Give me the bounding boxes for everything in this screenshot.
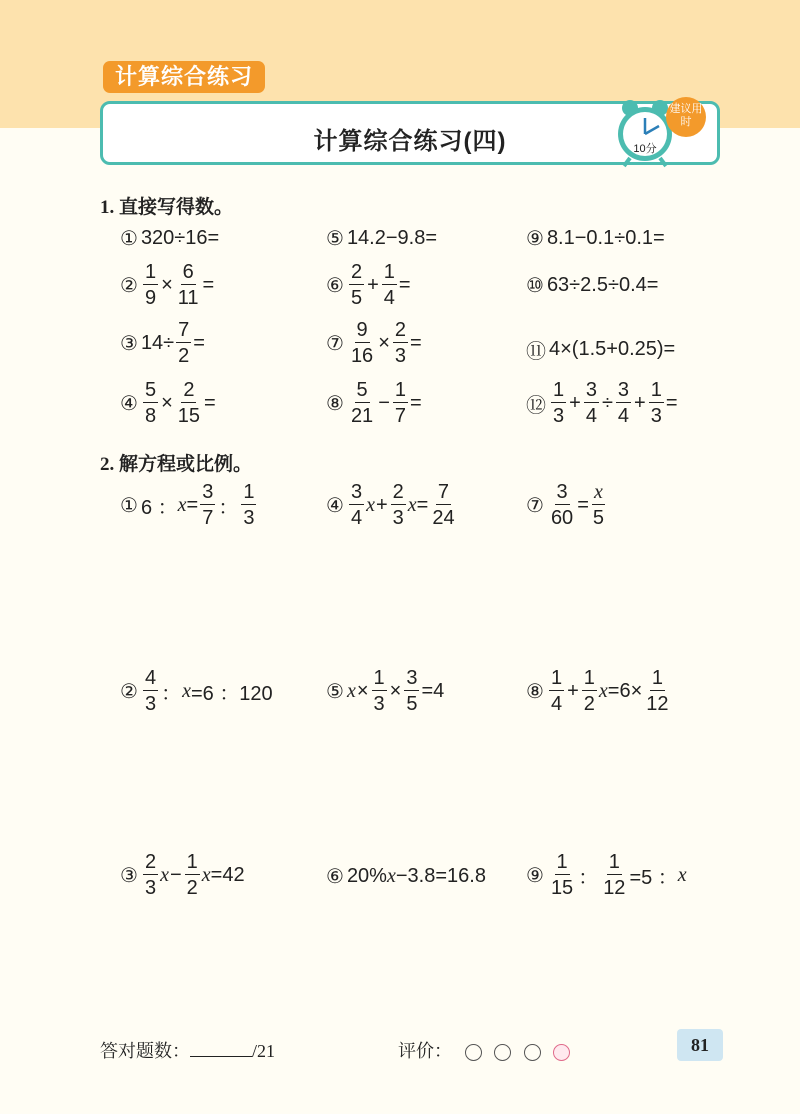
score-total: /21 [252,1041,276,1061]
numerator: x [593,481,603,503]
operator: × [378,331,390,354]
variable: x [177,493,187,516]
fraction [349,262,364,308]
item-number: ① [120,226,138,250]
q2-equation [526,852,687,898]
numerator: 3 [406,667,418,689]
denominator: 4 [617,405,630,427]
fraction [616,380,631,426]
operator: × [161,273,173,296]
equals: = [202,273,215,296]
equals: = [665,391,678,414]
denominator: 4 [585,405,597,427]
item-number: ⑤ [326,679,344,703]
face-icon[interactable] [494,1044,511,1061]
equals: = [577,493,589,516]
numerator: 1 [373,667,385,689]
fraction [393,380,408,426]
fraction [349,380,375,426]
q2-equation [326,482,459,528]
item-number: ⑪ [526,339,546,363]
denominator: 3 [144,877,157,899]
numerator: 2 [394,319,406,341]
expression: 14.2−9.8= [346,226,438,249]
numerator: 1 [243,481,255,503]
denominator: 11 [177,287,199,309]
numerator: 5 [356,379,368,401]
denominator: 2 [583,693,595,715]
expression-suffix: −3.8=16.8 [395,864,486,887]
expression-suffix: =4 [421,679,445,702]
q2-equation [120,668,273,714]
item-number: ⑤ [326,226,344,250]
q2-equation [526,482,608,528]
fraction [143,380,158,426]
fraction [430,482,456,528]
denominator: 15 [550,877,574,899]
variable: x [386,864,396,887]
denominator: 2 [186,877,198,899]
denominator: 4 [350,507,363,529]
expression-suffix: =6 ：120 [190,682,273,705]
denominator: 24 [432,507,455,529]
q1-item [326,380,422,426]
page-number: 81 [677,1029,723,1061]
denominator: 3 [650,405,662,427]
fraction [551,380,566,426]
expression-prefix: 14÷ [140,331,175,354]
q1-item [120,320,205,366]
numerator: 3 [350,481,363,503]
numerator: 6 [182,261,194,283]
operator: − [169,863,182,886]
equals: = [186,493,199,516]
operator: − [378,391,390,414]
denominator: 3 [243,507,255,529]
numerator: 1 [651,667,663,689]
expression-prefix: 20% [346,864,387,887]
operator: + [634,391,646,414]
fraction [601,852,627,898]
denominator: 21 [350,405,374,427]
fraction [176,320,191,366]
numerator: 4 [144,667,157,689]
operator: × [356,679,369,702]
colon: ： [161,682,182,705]
item-number: ⑦ [526,493,544,517]
variable: x [366,493,375,516]
denominator: 8 [144,405,157,427]
item-number: ⑥ [326,273,344,297]
denominator: 2 [178,345,190,367]
denominator: 15 [177,405,200,427]
equals: = [204,391,216,414]
section-tag: 计算综合练习 [103,61,265,93]
q1-item [526,273,658,297]
q2-equation [120,852,245,898]
q1-item [326,262,411,308]
expression: 8.1−0.1÷0.1= [546,226,665,249]
q2-equation [326,864,486,888]
denominator: 3 [373,693,385,715]
expression-suffix: =42 [210,863,245,886]
correct-count-label: 答对题数： [100,1041,190,1061]
face-icon[interactable] [524,1044,541,1061]
operator: × [389,679,402,702]
q1-item [326,320,422,366]
evaluation-label: 评价： [398,1041,452,1061]
item-number: ③ [120,331,138,355]
variable: x [677,863,687,886]
item-number: ④ [326,493,344,517]
expression: 63÷2.5÷0.4= [546,273,659,296]
score-blank[interactable] [190,1040,252,1057]
expression-prefix: 6 ： [140,496,178,519]
q2-equation [326,668,444,714]
numerator: 1 [186,851,198,873]
numerator: 1 [556,851,568,873]
denominator: 3 [394,345,406,367]
expression-middle: =6× [607,679,643,702]
equals: = [410,331,422,354]
operator: + [375,493,388,516]
fraction [185,852,200,898]
q1-item [526,226,665,250]
numerator: 2 [144,851,157,873]
item-number: ⑥ [326,864,344,888]
denominator: 5 [592,507,604,529]
denominator: 3 [392,507,404,529]
fraction [591,482,606,528]
numerator: 3 [585,379,597,401]
item-number: ⑧ [526,679,544,703]
operator: × [161,391,173,414]
fraction [349,482,364,528]
operator: ÷ [601,391,613,414]
expression: 4×(1.5+0.25)= [549,338,676,360]
section-1-heading: 1. 直接写得数。 [100,197,234,218]
item-number: ⑩ [526,273,544,297]
denominator: 3 [553,405,565,427]
expression-suffix: =5 ： [629,866,678,889]
item-number: ② [120,273,138,297]
item-number: ② [120,679,138,703]
numerator: 2 [183,379,195,401]
fraction [549,668,564,714]
numerator: 5 [144,379,157,401]
numerator: 1 [550,667,563,689]
numerator: 3 [617,379,630,401]
variable: x [598,679,608,702]
numerator: 1 [383,261,395,283]
equals: = [193,331,205,354]
item-number: ⑫ [526,392,546,417]
q1-item [120,226,219,250]
fraction [241,482,256,528]
fraction [176,380,202,426]
numerator: 7 [437,481,450,503]
denominator: 7 [202,507,214,529]
numerator: 7 [178,319,190,341]
score-line [100,1037,275,1063]
q1-item [120,262,214,308]
fraction [649,380,664,426]
happy-face-icon[interactable] [553,1044,570,1061]
q2-equation [120,482,258,528]
variable: x [201,863,211,886]
item-number: ⑧ [326,391,344,415]
fraction [143,668,158,714]
denominator: 60 [550,507,574,529]
item-number: ④ [120,391,138,415]
denominator: 5 [406,693,418,715]
fraction [372,668,387,714]
denominator: 12 [646,693,669,715]
denominator: 3 [144,693,157,715]
numerator: 1 [650,379,662,401]
fraction [584,380,599,426]
fraction [349,320,375,366]
item-number: ① [120,493,138,517]
equals: = [410,391,422,414]
numerator: 2 [350,261,363,283]
numerator: 9 [356,319,368,341]
item-number: ⑨ [526,226,544,250]
numerator: 3 [202,481,214,503]
q1-item [526,335,675,364]
fraction [143,852,158,898]
q1-item [120,380,216,426]
numerator: 1 [553,379,565,401]
denominator: 7 [394,405,406,427]
section-2-heading: 2. 解方程或比例。 [100,454,253,475]
variable: x [346,679,356,702]
colon: ： [578,866,599,889]
numerator: 1 [583,667,595,689]
numerator: 2 [392,481,404,503]
colon: ： [218,496,239,519]
equals: = [398,273,411,296]
operator: + [567,679,579,702]
item-number: ⑦ [326,331,344,355]
fraction [143,262,158,308]
time-badge: 建议用时 [666,97,706,137]
fraction [582,668,597,714]
item-number: ③ [120,863,138,887]
denominator: 12 [603,877,626,899]
expression: 320÷16= [140,226,220,249]
fraction [382,262,397,308]
evaluation-line [398,1037,570,1063]
fraction [404,668,419,714]
fraction [393,320,408,366]
numerator: 1 [394,379,406,401]
variable: x [407,493,417,516]
item-number: ⑨ [526,863,544,887]
fraction [200,482,215,528]
q1-item [326,226,437,250]
numerator: 1 [144,261,157,283]
q1-item [526,380,678,426]
q2-equation [526,668,673,714]
denominator: 16 [350,345,374,367]
face-icon[interactable] [465,1044,482,1061]
variable: x [160,863,169,886]
denominator: 4 [550,693,563,715]
fraction [176,262,201,308]
fraction [549,482,575,528]
fraction [391,482,406,528]
denominator: 9 [144,287,157,309]
denominator: 5 [350,287,363,309]
page-title: 计算综合练习(四) [313,128,507,155]
numerator: 3 [556,481,568,503]
denominator: 4 [383,287,395,309]
operator: + [367,273,379,296]
equals: = [416,493,429,516]
fraction [549,852,575,898]
operator: + [569,391,581,414]
clock-time: 10分 [633,143,657,155]
variable: x [182,679,191,702]
numerator: 1 [608,851,620,873]
fraction [644,668,670,714]
